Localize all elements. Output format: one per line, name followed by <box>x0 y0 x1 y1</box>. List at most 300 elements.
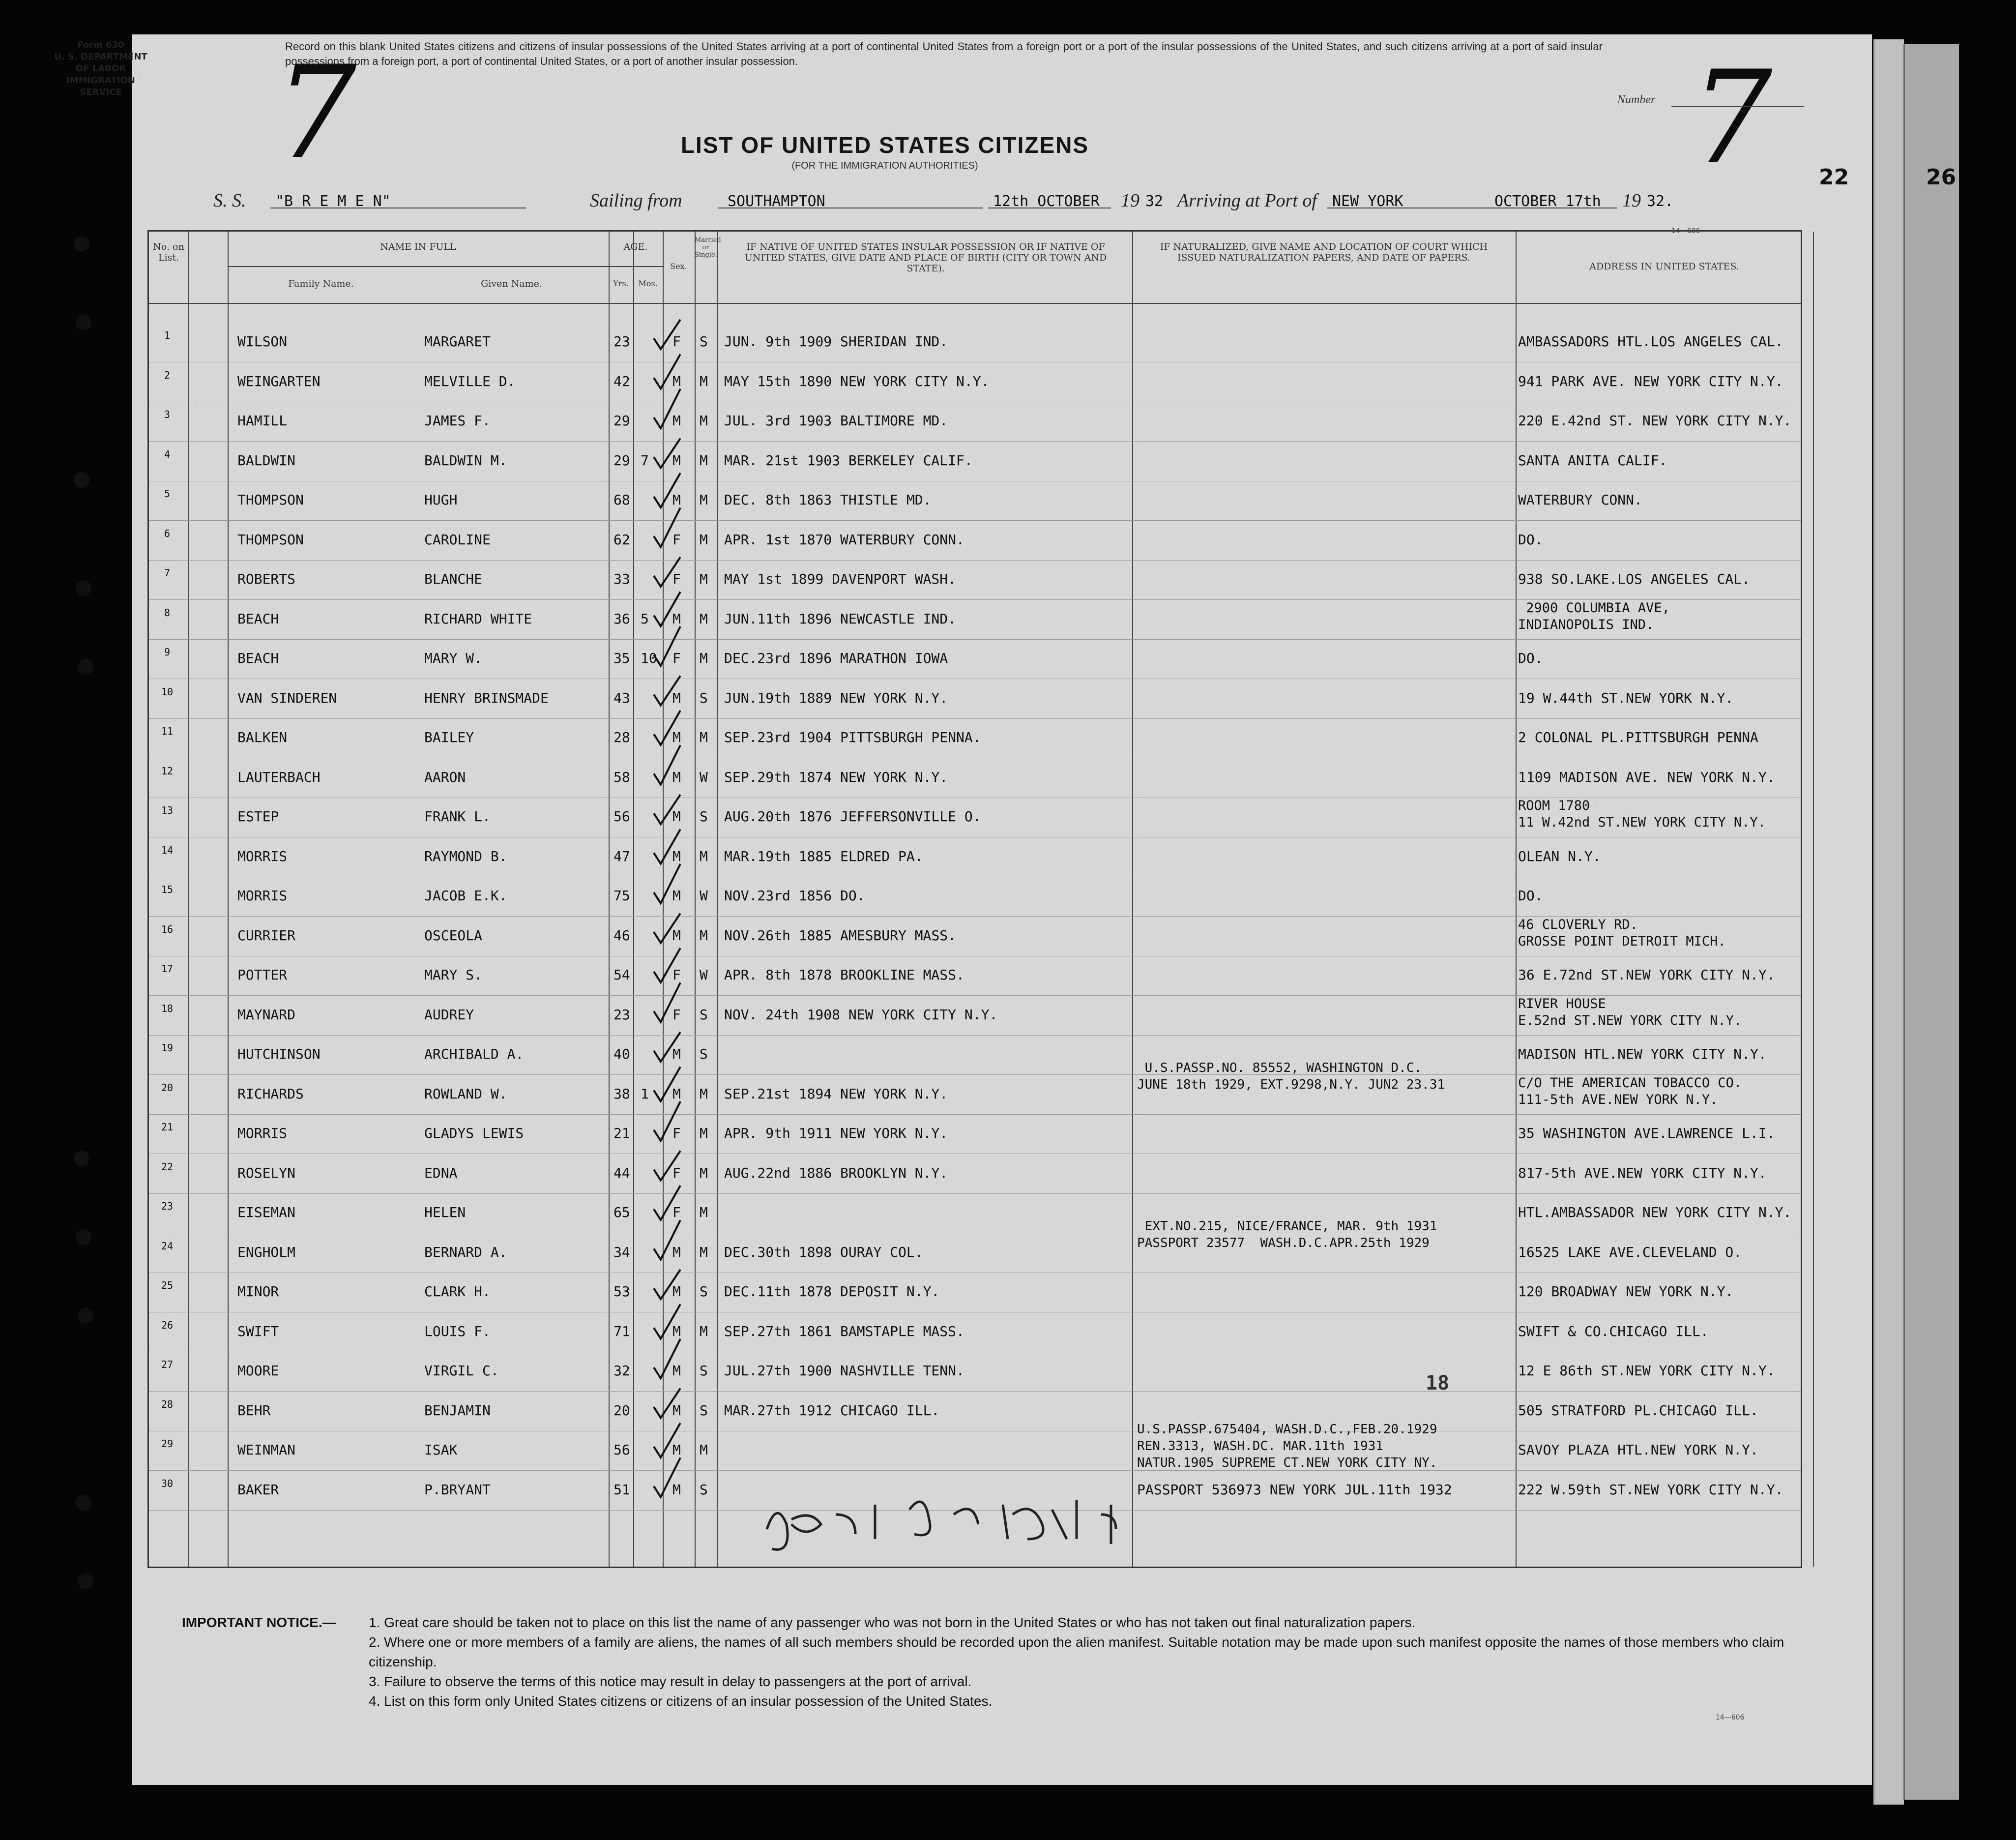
check-mark <box>654 948 680 982</box>
marital-status: M <box>700 531 708 548</box>
birth-info: JUL.27th 1900 NASHVILLE TENN. <box>724 1363 964 1379</box>
address: HTL.AMBASSADOR NEW YORK CITY N.Y. <box>1518 1204 1792 1220</box>
arriving-label: Arriving at Port of <box>1177 190 1317 211</box>
age-years: 75 <box>614 888 630 904</box>
row-number: 3 <box>164 409 171 420</box>
given-name: AUDREY <box>424 1006 474 1023</box>
age-years: 43 <box>614 689 630 706</box>
marital-status: M <box>700 927 708 944</box>
sex: F <box>672 967 681 983</box>
check-mark <box>654 1101 680 1141</box>
sex: M <box>672 492 681 508</box>
marital-status: S <box>700 333 708 350</box>
given-name: JACOB E.K. <box>424 888 507 904</box>
page-title: LIST OF UNITED STATES CITIZENS <box>680 132 1089 158</box>
sex: M <box>672 1046 681 1062</box>
family-name: MORRIS <box>237 848 288 864</box>
given-name: BLANCHE <box>424 571 483 587</box>
row-number: 21 <box>161 1121 174 1133</box>
family-name: RICHARDS <box>237 1085 304 1102</box>
birth-info: NOV.26th 1885 AMESBURY MASS. <box>724 927 957 944</box>
age-months: 7 <box>641 452 649 469</box>
marital-status: S <box>700 808 708 825</box>
ship-name: "B R E M E N" <box>275 193 391 210</box>
family-name: THOMPSON <box>237 492 304 508</box>
sex: M <box>672 729 681 745</box>
given-name: CLARK H. <box>424 1283 491 1300</box>
sex: F <box>672 571 681 587</box>
page-mark-1: 22 <box>1819 165 1849 190</box>
sex: M <box>672 373 681 389</box>
marital-status: W <box>700 769 708 785</box>
age-years: 33 <box>614 571 630 587</box>
marital-status: S <box>700 1363 708 1379</box>
family-name: BALKEN <box>237 729 288 745</box>
check-mark <box>654 983 680 1022</box>
given-name: HELEN <box>424 1204 466 1220</box>
birth-info: JUN.19th 1889 NEW YORK N.Y. <box>724 689 948 706</box>
check-mark <box>654 473 680 507</box>
age-years: 65 <box>614 1204 630 1220</box>
age-years: 23 <box>614 333 630 350</box>
family-name: WEINGARTEN <box>237 373 321 389</box>
check-mark <box>654 1186 680 1220</box>
given-name: ISAK <box>424 1442 458 1458</box>
naturalization-info: U.S.PASSP.675404, WASH.D.C.,FEB.20.1929 REN.3313, WASH.DC. MAR.11th 1931 NATUR.1905 SUPREME CT.NEW YORK CITY NY. <box>1137 1422 1437 1470</box>
address: 938 SO.LAKE.LOS ANGELES CAL. <box>1518 571 1751 587</box>
form-id: Form 630 <box>77 40 124 50</box>
age-years: 56 <box>614 808 630 825</box>
age-years: 32 <box>614 1363 630 1379</box>
family-name: WILSON <box>237 333 288 350</box>
row-number: 29 <box>161 1438 174 1450</box>
age-years: 51 <box>614 1481 630 1498</box>
header-married: Married or Single. <box>695 237 721 259</box>
check-mark <box>654 1389 680 1418</box>
check-mark <box>654 745 680 785</box>
birth-info: JUN.11th 1896 NEWCASTLE IND. <box>724 610 957 627</box>
age-years: 28 <box>614 729 630 745</box>
given-name: ROWLAND W. <box>424 1085 507 1102</box>
given-name: HENRY BRINSMADE <box>424 689 549 706</box>
address: OLEAN N.Y. <box>1518 848 1601 864</box>
address: 120 BROADWAY NEW YORK N.Y. <box>1518 1283 1734 1300</box>
family-name: MORRIS <box>237 1125 288 1141</box>
given-name: BENJAMIN <box>424 1402 491 1419</box>
age-months: 5 <box>641 610 649 627</box>
row-number: 15 <box>161 884 174 895</box>
check-mark <box>654 1423 680 1457</box>
marital-status: M <box>700 848 708 864</box>
age-years: 71 <box>614 1323 630 1339</box>
arrive-date: OCTOBER 17th <box>1494 193 1601 210</box>
family-name: HUTCHINSON <box>237 1046 321 1062</box>
row-number: 28 <box>161 1398 174 1410</box>
given-name: BERNARD A. <box>424 1244 507 1260</box>
sex: M <box>672 888 681 904</box>
sex: M <box>672 413 681 429</box>
age-years: 20 <box>614 1402 630 1419</box>
given-name: ARCHIBALD A. <box>424 1046 524 1062</box>
address: C/O THE AMERICAN TOBACCO CO. 111-5th AVE.NEW YORK N.Y. <box>1518 1075 1742 1107</box>
family-name: LAUTERBACH <box>237 769 321 785</box>
address: DO. <box>1518 650 1543 666</box>
naturalization-info: U.S.PASSP.NO. 85552, WASHINGTON D.C. JUNE 18th 1929, EXT.9298,N.Y. JUN2 23.31 <box>1137 1061 1445 1092</box>
age-years: 29 <box>614 452 630 469</box>
age-years: 40 <box>614 1046 630 1062</box>
family-name: POTTER <box>237 967 288 983</box>
address: 220 E.42nd ST. NEW YORK CITY N.Y. <box>1518 413 1792 429</box>
sail-year: 32 <box>1145 193 1164 210</box>
header-birth: IF NATIVE OF UNITED STATES INSULAR POSSESSION OR IF NATIVE OF UNITED STATES, GIVE DATE AND PLACE OF BIRTH (CITY OR TOWN AND STATE). <box>744 241 1107 274</box>
marital-status: S <box>700 1481 708 1498</box>
age-years: 53 <box>614 1283 630 1300</box>
marital-status: M <box>700 1085 708 1102</box>
address: AMBASSADORS HTL.LOS ANGELES CAL. <box>1518 333 1783 350</box>
given-name: AARON <box>424 769 466 785</box>
birth-info: MAR. 21st 1903 BERKELEY CALIF. <box>724 452 973 469</box>
marital-status: M <box>700 1323 708 1339</box>
marital-status: S <box>700 1283 708 1300</box>
sex: F <box>672 1006 681 1023</box>
age-years: 58 <box>614 769 630 785</box>
family-name: THOMPSON <box>237 531 304 548</box>
row-number: 12 <box>161 765 174 777</box>
address: DO. <box>1518 888 1543 904</box>
header-name-in-full: NAME IN FULL <box>380 241 456 252</box>
sailing-label: Sailing from <box>590 190 682 211</box>
row-number: 14 <box>161 844 174 856</box>
address: RIVER HOUSE E.52nd ST.NEW YORK CITY N.Y. <box>1518 996 1742 1028</box>
marital-status: W <box>700 888 708 904</box>
naturalization-info: EXT.NO.215, NICE/FRANCE, MAR. 9th 1931 PASSPORT 23577 WASH.D.C.APR.25th 1929 <box>1137 1219 1437 1250</box>
row-number: 8 <box>164 606 171 619</box>
birth-info: MAR.27th 1912 CHICAGO ILL. <box>724 1402 940 1419</box>
address: WATERBURY CONN. <box>1518 492 1642 508</box>
family-name: ESTEP <box>237 808 279 825</box>
given-name: MARY S. <box>424 967 483 983</box>
row-number: 27 <box>161 1359 174 1370</box>
birth-info: SEP.29th 1874 NEW YORK N.Y. <box>724 769 948 785</box>
sex: M <box>672 1402 681 1419</box>
check-mark <box>654 626 680 666</box>
header-no: No. on List. <box>153 241 184 263</box>
marital-status: S <box>700 1006 708 1023</box>
notice-item-4: 4. List on this form only United States citizens or citizens of an insular possession of the United States. <box>369 1693 993 1709</box>
age-years: 42 <box>614 373 630 389</box>
sex: M <box>672 1363 681 1379</box>
address: 12 E 86th ST.NEW YORK CITY N.Y. <box>1518 1363 1775 1379</box>
check-mark <box>654 830 680 864</box>
check-mark <box>654 795 680 824</box>
family-name: ENGHOLM <box>237 1244 296 1260</box>
family-name: MOORE <box>237 1363 279 1379</box>
given-name: FRANK L. <box>424 808 491 825</box>
birth-info: MAY 1st 1899 DAVENPORT WASH. <box>724 571 957 587</box>
header-sex: Sex. <box>670 262 687 271</box>
notice-item-3: 3. Failure to observe the terms of this notice may result in delay to passengers at the port of arrival. <box>369 1674 972 1689</box>
family-name: MAYNARD <box>237 1006 296 1023</box>
intro-text: Record on this blank United States citizens and citizens of insular possessions of the United States arriving at a port of continental United States from a foreign port or a port of the insular possessions of the United States, and such citizens arriving at a port of said insular possessions from a foreign port, a port of continental United States, or a port of another insular possession. <box>285 40 1603 67</box>
address: 941 PARK AVE. NEW YORK CITY N.Y. <box>1518 373 1783 389</box>
age-years: 56 <box>614 1442 630 1458</box>
marital-status: M <box>700 650 708 666</box>
row-number: 17 <box>161 963 174 975</box>
age-years: 36 <box>614 610 630 627</box>
row-number: 10 <box>161 685 174 698</box>
marital-status: M <box>700 492 708 508</box>
given-name: CAROLINE <box>424 531 491 548</box>
marital-status: S <box>700 1046 708 1062</box>
sex: M <box>672 1442 681 1458</box>
sex: M <box>672 1283 681 1300</box>
row-number: 25 <box>161 1279 174 1291</box>
marital-status: M <box>700 452 708 469</box>
row-number: 9 <box>164 646 171 658</box>
check-mark <box>654 1067 680 1101</box>
marital-status: M <box>700 373 708 389</box>
age-years: 29 <box>614 413 630 429</box>
address: 2900 COLUMBIA AVE, INDIANOPOLIS IND. <box>1518 600 1670 632</box>
sex: M <box>672 769 681 785</box>
birth-info: SEP.23rd 1904 PITTSBURGH PENNA. <box>724 729 981 745</box>
row-number: 11 <box>161 725 174 737</box>
row-number: 1 <box>164 329 171 341</box>
marital-status: M <box>700 1125 708 1141</box>
address: SWIFT & CO.CHICAGO ILL. <box>1518 1323 1709 1339</box>
sex: M <box>672 848 681 864</box>
marital-status: M <box>700 1244 708 1260</box>
address: 36 E.72nd ST.NEW YORK CITY N.Y. <box>1518 967 1775 983</box>
given-name: EDNA <box>424 1164 458 1181</box>
check-mark <box>654 1305 680 1339</box>
check-mark <box>654 1339 680 1378</box>
header-naturalized: IF NATURALIZED, GIVE NAME AND LOCATION OF COURT WHICH ISSUED NATURALIZATION PAPERS, AND DATE OF PAPERS. <box>1160 241 1488 263</box>
service: IMMIGRATION SERVICE <box>66 75 135 97</box>
birth-info: APR. 8th 1878 BROOKLINE MASS. <box>724 967 964 983</box>
form-code-top: 14—606 <box>1671 227 1700 235</box>
row-number: 22 <box>161 1160 174 1173</box>
family-name: BEACH <box>237 650 279 666</box>
given-name: OSCEOLA <box>424 927 483 944</box>
header-yrs: Yrs. <box>613 279 629 288</box>
given-name: MELVILLE D. <box>424 373 516 389</box>
check-mark <box>654 864 680 903</box>
age-months: 1 <box>641 1085 649 1102</box>
row-number: 4 <box>164 448 171 460</box>
marital-status: M <box>700 610 708 627</box>
year-prefix: 19 <box>1121 190 1139 211</box>
page-mark-2: 26 <box>1926 165 1957 190</box>
ss-label: S. S. <box>213 190 246 211</box>
family-name: CURRIER <box>237 927 296 944</box>
check-mark <box>654 1151 680 1181</box>
birth-info: JUL. 3rd 1903 BALTIMORE MD. <box>724 413 948 429</box>
to-port: NEW YORK <box>1332 193 1403 210</box>
row-number: 24 <box>161 1240 174 1252</box>
family-name: VAN SINDEREN <box>237 689 337 706</box>
given-name: P.BRYANT <box>424 1481 491 1498</box>
address: DO. <box>1518 531 1543 548</box>
handwritten-list-number-left: 7 <box>275 39 357 187</box>
marital-status: M <box>700 1204 708 1220</box>
address: 46 CLOVERLY RD. GROSSE POINT DETROIT MICH. <box>1518 917 1726 949</box>
family-name: BEHR <box>237 1402 271 1419</box>
arrive-year: 32. <box>1647 193 1674 210</box>
marital-status: S <box>700 1402 708 1419</box>
birth-info: SEP.27th 1861 BAMSTAPLE MASS. <box>724 1323 964 1339</box>
marital-status: M <box>700 729 708 745</box>
age-months: 10 <box>641 650 657 666</box>
address: SAVOY PLAZA HTL.NEW YORK N.Y. <box>1518 1442 1758 1458</box>
row-number: 23 <box>161 1200 174 1212</box>
family-name: WEINMAN <box>237 1442 296 1458</box>
handwritten-list-number-right: 7 <box>1691 44 1773 192</box>
birth-info: AUG.20th 1876 JEFFERSONVILLE O. <box>724 808 981 825</box>
handwritten-annotation-text <box>787 1505 826 1510</box>
header-family-name: Family Name. <box>288 278 354 289</box>
from-port: SOUTHAMPTON <box>728 193 825 210</box>
given-name: LOUIS F. <box>424 1323 491 1339</box>
address: 16525 LAKE AVE.CLEVELAND O. <box>1518 1244 1742 1260</box>
naturalization-info: PASSPORT 536973 NEW YORK JUL.11th 1932 <box>1137 1481 1452 1498</box>
sex: F <box>672 531 681 548</box>
row-number: 5 <box>164 488 171 500</box>
birth-info: MAY 15th 1890 NEW YORK CITY N.Y. <box>724 373 990 389</box>
family-name: BEACH <box>237 610 279 627</box>
row-number: 30 <box>161 1477 174 1489</box>
header-address: ADDRESS IN UNITED STATES. <box>1589 261 1739 272</box>
age-years: 44 <box>614 1164 630 1181</box>
check-mark <box>654 1270 680 1299</box>
sex: M <box>672 452 681 469</box>
address: 222 W.59th ST.NEW YORK CITY N.Y. <box>1518 1481 1783 1498</box>
check-mark <box>654 914 680 943</box>
birth-info: DEC.23rd 1896 MARATHON IOWA <box>724 650 948 666</box>
check-mark <box>654 557 680 587</box>
header-given-name: Given Name. <box>481 278 542 289</box>
sex: F <box>672 1204 681 1220</box>
birth-info: MAR.19th 1885 ELDRED PA. <box>724 848 923 864</box>
sex: F <box>672 333 681 350</box>
notice-label: IMPORTANT NOTICE.— <box>182 1615 336 1630</box>
notice-item-1: 1. Great care should be taken not to place on this list the name of any passenger who was not born in the United States or who has not taken out final naturalization papers. <box>369 1615 1416 1630</box>
row-number: 20 <box>161 1081 174 1094</box>
family-name: MINOR <box>237 1283 279 1300</box>
given-name: BAILEY <box>424 729 474 745</box>
sex: F <box>672 1125 681 1141</box>
given-name: JAMES F. <box>424 413 491 429</box>
birth-info: DEC. 8th 1863 THISTLE MD. <box>724 492 932 508</box>
age-years: 62 <box>614 531 630 548</box>
row-number: 2 <box>164 369 171 381</box>
birth-info: APR. 9th 1911 NEW YORK N.Y. <box>724 1125 948 1141</box>
age-years: 68 <box>614 492 630 508</box>
birth-info: AUG.22nd 1886 BROOKLYN N.Y. <box>724 1164 948 1181</box>
address: 19 W.44th ST.NEW YORK N.Y. <box>1518 689 1734 706</box>
row-number: 7 <box>164 567 171 579</box>
page-subtitle: (FOR THE IMMIGRATION AUTHORITIES) <box>791 160 978 171</box>
family-name: BALDWIN <box>237 452 296 469</box>
given-name: BALDWIN M. <box>424 452 507 469</box>
row-number: 6 <box>164 527 171 539</box>
given-name: RICHARD WHITE <box>424 610 532 627</box>
family-name: SWIFT <box>237 1323 279 1339</box>
sex: F <box>672 650 681 666</box>
sex: F <box>672 1164 681 1181</box>
notice-item-2: 2. Where one or more members of a family are aliens, the names of all such members should be recorded upon the alien manifest. Suitable notation may be made upon such manifest opposite the names of those members who claim citizenship. <box>369 1634 1784 1669</box>
number-label: Number <box>1617 93 1656 106</box>
sex: M <box>672 1481 681 1498</box>
header-age: AGE. <box>623 241 648 252</box>
given-name: RAYMOND B. <box>424 848 507 864</box>
marital-status: S <box>700 689 708 706</box>
check-mark <box>654 439 680 468</box>
marital-status: W <box>700 967 708 983</box>
marital-status: M <box>700 1164 708 1181</box>
row-number: 18 <box>161 1002 174 1014</box>
family-name: EISEMAN <box>237 1204 296 1220</box>
check-mark <box>654 676 680 706</box>
check-mark <box>654 1220 680 1260</box>
check-mark <box>654 320 680 349</box>
given-name: GLADYS LEWIS <box>424 1125 524 1141</box>
birth-info: DEC.30th 1898 OURAY COL. <box>724 1244 923 1260</box>
sail-date: 12th OCTOBER <box>993 193 1100 210</box>
birth-info: APR. 1st 1870 WATERBURY CONN. <box>724 531 964 548</box>
marital-status: M <box>700 1442 708 1458</box>
age-years: 46 <box>614 927 630 944</box>
birth-info: NOV. 24th 1908 NEW YORK CITY N.Y. <box>724 1006 998 1023</box>
birth-info: SEP.21st 1894 NEW YORK N.Y. <box>724 1085 948 1102</box>
birth-info: NOV.23rd 1856 DO. <box>724 888 865 904</box>
form-code-bottom: 14—606 <box>1716 1714 1745 1721</box>
address: 1109 MADISON AVE. NEW YORK N.Y. <box>1518 769 1775 785</box>
family-name: ROBERTS <box>237 571 296 587</box>
family-name: MORRIS <box>237 888 288 904</box>
age-years: 54 <box>614 967 630 983</box>
family-name: HAMILL <box>237 413 288 429</box>
row-number: 19 <box>161 1042 174 1054</box>
check-mark <box>654 711 680 745</box>
check-mark <box>654 355 680 389</box>
department: U. S. DEPARTMENT OF LABOR <box>54 52 147 74</box>
age-years: 38 <box>614 1085 630 1102</box>
marital-status: M <box>700 571 708 587</box>
age-years: 34 <box>614 1244 630 1260</box>
address: 817-5th AVE.NEW YORK CITY N.Y. <box>1518 1164 1767 1181</box>
given-name: HUGH <box>424 492 458 508</box>
family-name: ROSELYN <box>237 1164 296 1181</box>
sex: M <box>672 808 681 825</box>
address: 35 WASHINGTON AVE.LAWRENCE L.I. <box>1518 1125 1775 1141</box>
year-prefix-2: 19 <box>1622 190 1641 211</box>
given-name: VIRGIL C. <box>424 1363 499 1379</box>
header-mos: Mos. <box>638 279 658 288</box>
sex: M <box>672 927 681 944</box>
age-years: 21 <box>614 1125 630 1141</box>
birth-info: DEC.11th 1878 DEPOSIT N.Y. <box>724 1283 940 1300</box>
check-mark <box>654 389 680 428</box>
address: 2 COLONAL PL.PITTSBURGH PENNA <box>1518 729 1758 745</box>
address: ROOM 1780 11 W.42nd ST.NEW YORK CITY N.Y. <box>1518 798 1766 830</box>
sex: M <box>672 689 681 706</box>
sex: M <box>672 1085 681 1102</box>
family-name: BAKER <box>237 1481 279 1498</box>
age-years: 47 <box>614 848 630 864</box>
sex: M <box>672 1323 681 1339</box>
row-number: 26 <box>161 1319 174 1331</box>
